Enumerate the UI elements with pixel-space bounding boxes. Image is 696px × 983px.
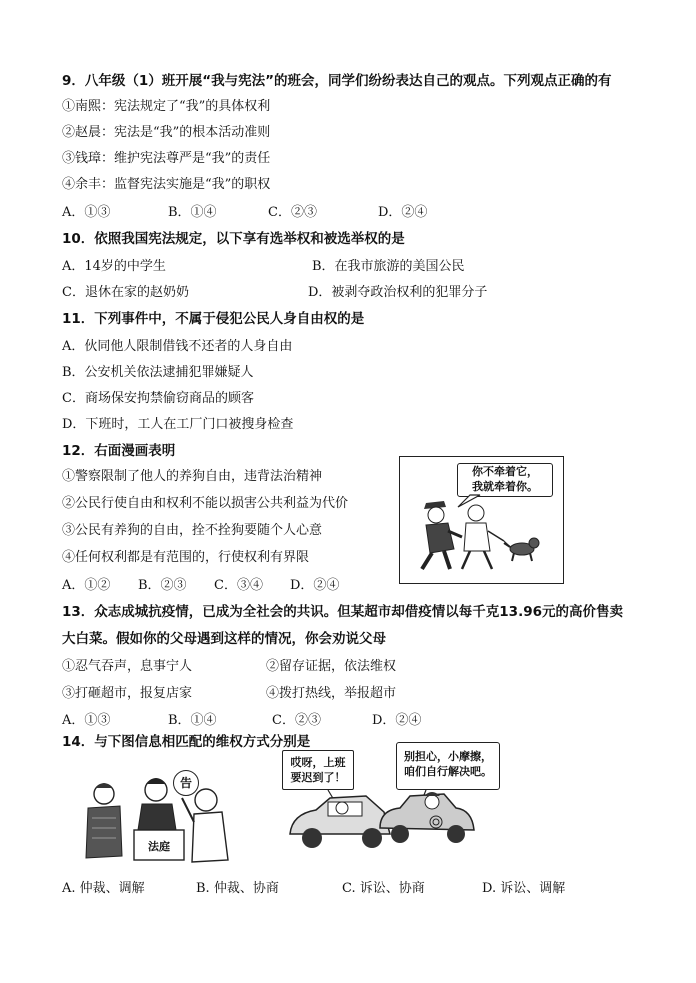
q12-option-d[interactable]: D．②④: [290, 578, 340, 593]
q14-car-cartoon: [276, 738, 512, 872]
q13-option-b[interactable]: B．①④: [168, 713, 217, 728]
left-bubble-line-2: 要迟到了！: [290, 771, 346, 784]
q9-item-4: ④余丰：监督宪法实施是“我”的职权: [62, 177, 271, 192]
q12-item-4: ④任何权利都是有范围的，行使权利有界限: [62, 550, 310, 565]
q11-stem: 11．下列事件中，不属于侵犯公民人身自由权的是: [62, 311, 365, 327]
q12-bubble-line-1: 你不牵着它，: [472, 465, 538, 478]
q11-option-b[interactable]: B．公安机关依法逮捕犯罪嫌疑人: [62, 365, 254, 380]
left-bubble-line-1: 哎呀，上班: [290, 756, 346, 769]
q10-option-c[interactable]: C．退休在家的赵奶奶: [62, 285, 189, 300]
q13-option-d[interactable]: D．②④: [372, 713, 422, 728]
q12-option-a[interactable]: A．①②: [62, 578, 111, 593]
q9-stem: 9．八年级（1）班开展“我与宪法”的班会，同学们纷纷表达自己的观点。下列观点正确的有: [62, 73, 612, 89]
q13-item-1: ①忍气吞声，息事宁人: [62, 659, 193, 674]
q10-option-d[interactable]: D．被剥夺政治权利的犯罪分子: [308, 285, 488, 300]
q9-option-d[interactable]: D．②④: [378, 205, 428, 220]
q13-stem-line-2: 大白菜。假如你的父母遇到这样的情况，你会劝说父母: [62, 631, 386, 647]
q14-option-d[interactable]: D. 诉讼、调解: [482, 881, 566, 896]
q9-option-a[interactable]: A．①③: [62, 205, 111, 220]
q12-option-b[interactable]: B．②③: [138, 578, 187, 593]
q12-item-3: ③公民有养狗的自由，拴不拴狗要随个人心意: [62, 523, 323, 538]
q10-option-b[interactable]: B．在我市旅游的美国公民: [312, 259, 465, 274]
q14-option-a[interactable]: A. 仲裁、调解: [62, 881, 145, 896]
q12-bubble-line-2: 我就牵着你。: [472, 480, 538, 493]
q9-item-2: ②赵晨：宪法是“我”的根本活动准则: [62, 125, 271, 140]
q13-item-2: ②留存证据，依法维权: [266, 659, 397, 674]
right-bubble-line-1: 别担心，小摩擦，: [404, 750, 492, 763]
q11-option-a[interactable]: A．伙同他人限制借钱不还者的人身自由: [62, 339, 293, 354]
q12-option-c[interactable]: C．③④: [214, 578, 263, 593]
q13-option-c[interactable]: C．②③: [272, 713, 321, 728]
q11-option-c[interactable]: C．商场保安拘禁偷窃商品的顾客: [62, 391, 254, 406]
q14-stem: 14．与下图信息相匹配的维权方式分别是: [62, 734, 311, 750]
q11-option-d[interactable]: D．下班时，工人在工厂门口被搜身检查: [62, 417, 294, 432]
q10-option-a[interactable]: A．14岁的中学生: [62, 259, 166, 274]
q14-option-b[interactable]: B. 仲裁、协商: [196, 881, 279, 896]
q12-item-1: ①警察限制了他人的养狗自由，违背法治精神: [62, 469, 323, 484]
q12-stem: 12．右面漫画表明: [62, 443, 176, 459]
police-dog-cartoon-icon: [400, 457, 563, 583]
q9-option-b[interactable]: B．①④: [168, 205, 217, 220]
q12-item-2: ②公民行使自由和权利不能以损害公共利益为代价: [62, 496, 349, 511]
court-desk-label: 法庭: [148, 840, 170, 853]
q9-item-3: ③钱璋：维护宪法尊严是“我”的责任: [62, 151, 271, 166]
q13-item-4: ④拨打热线，举报超市: [266, 686, 397, 701]
q9-option-c[interactable]: C．②③: [268, 205, 317, 220]
q13-option-a[interactable]: A．①③: [62, 713, 111, 728]
right-bubble-line-2: 咱们自行解决吧。: [404, 765, 492, 778]
q13-stem-line-1: 13．众志成城抗疫情，已成为全社会的共识。但某超市却借疫情以每千克13.96元的高价售卖: [62, 604, 623, 620]
q14-court-cartoon: [82, 764, 234, 868]
car-collision-cartoon-icon: [276, 738, 512, 872]
q14-option-c[interactable]: C. 诉讼、协商: [342, 881, 425, 896]
q12-cartoon: [399, 456, 564, 584]
q10-stem: 10．依照我国宪法规定，以下享有选举权和被选举权的是: [62, 231, 405, 247]
q13-item-3: ③打砸超市，报复店家: [62, 686, 193, 701]
q9-item-1: ①南熙：宪法规定了“我”的具体权利: [62, 99, 271, 114]
accuse-sign: 告: [173, 770, 199, 796]
